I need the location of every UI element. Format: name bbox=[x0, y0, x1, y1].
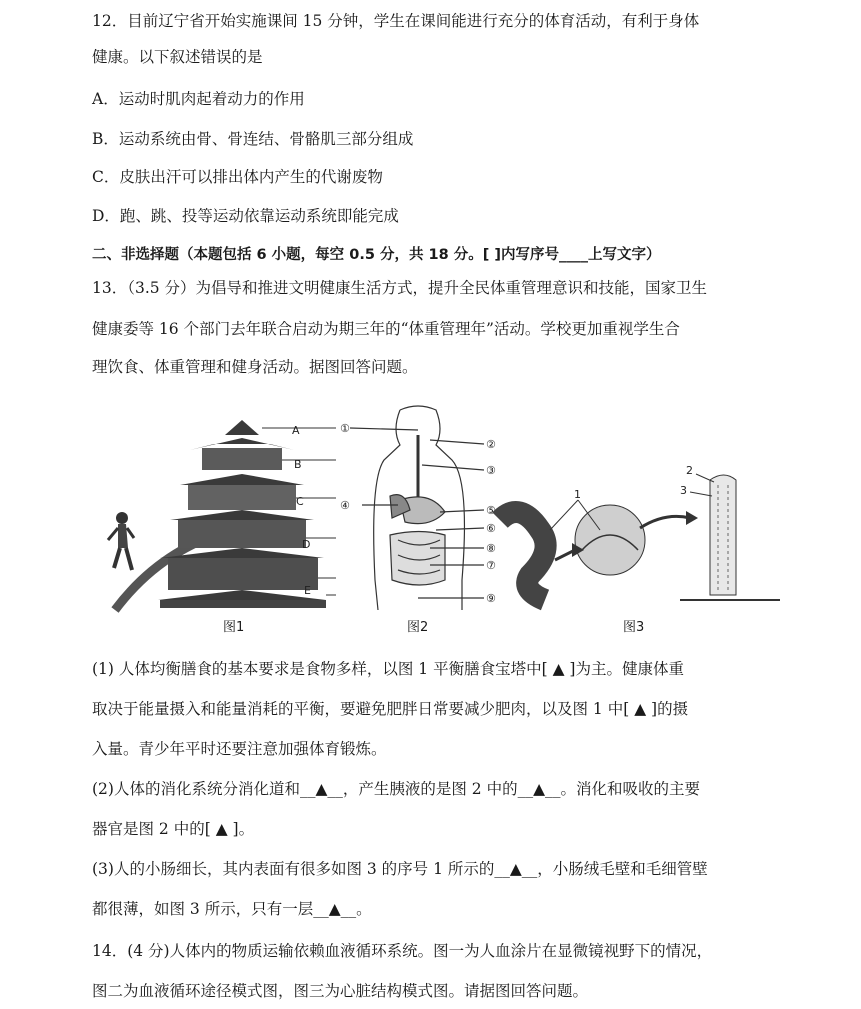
option-b: B．运动系统由骨、骨连结、骨骼肌三部分组成 bbox=[92, 130, 414, 148]
villus-label-3: 3 bbox=[680, 484, 687, 497]
subquestion-3-line-2: 都很薄，如图 3 所示，只有一层__▲__。 bbox=[92, 900, 372, 918]
organ-label-3: ③ bbox=[486, 464, 496, 477]
organ-label-4: ④ bbox=[340, 499, 350, 512]
question-14-line-2: 图二为血液循环途径模式图，图三为心脏结构模式图。请据图回答问题。 bbox=[92, 982, 589, 1000]
pyramid-label-b: B bbox=[294, 458, 302, 471]
organ-label-8: ⑧ bbox=[486, 542, 496, 555]
question-13-line-2: 健康委等 16 个部门去年联合启动为期三年的“体重管理年”活动。学校更加重视学生合 bbox=[92, 320, 680, 338]
question-14-line-1: 14．(4 分)人体内的物质运输依赖血液循环系统。图一为人血涂片在显微镜视野下的情况， bbox=[92, 942, 713, 960]
figure-2-caption: 图2 bbox=[407, 620, 429, 635]
question-13-line-1: 13．（3.5 分）为倡导和推进文明健康生活方式，提升全民体重管理意识和技能，国家卫生 bbox=[92, 279, 708, 297]
question-12-line-2: 健康。以下叙述错误的是 bbox=[92, 48, 263, 66]
option-d: D．跑、跳、投等运动依靠运动系统即能完成 bbox=[92, 207, 399, 225]
question-13-line-3: 理饮食、体重管理和健身活动。据图回答问题。 bbox=[92, 358, 418, 376]
organ-label-9: ⑨ bbox=[486, 592, 496, 605]
digestive-system-figure bbox=[350, 406, 484, 610]
option-a: A．运动时肌肉起着动力的作用 bbox=[92, 90, 305, 108]
figures-svg bbox=[100, 400, 780, 635]
food-pyramid-figure bbox=[108, 420, 336, 610]
runner-icon bbox=[108, 512, 134, 570]
villus-label-1: 1 bbox=[574, 488, 581, 501]
subquestion-3-line-1: (3)人的小肠细长，其内表面有很多如图 3 的序号 1 所示的__▲__，小肠绒毛壁和毛细管壁 bbox=[92, 860, 708, 878]
small-intestine-figure bbox=[500, 464, 780, 600]
pyramid-label-a: A bbox=[292, 424, 300, 437]
subquestion-2-line-2: 器官是图 2 中的[ ▲ ]。 bbox=[92, 820, 255, 838]
figure-1-caption: 图1 bbox=[223, 620, 245, 635]
pyramid-label-c: C bbox=[296, 495, 304, 508]
pyramid-label-e: E bbox=[304, 584, 311, 597]
option-c: C．皮肤出汗可以排出体内产生的代谢废物 bbox=[92, 168, 383, 186]
pyramid-label-d: D bbox=[302, 538, 311, 551]
organ-label-2: ② bbox=[486, 438, 496, 451]
figure-row bbox=[100, 400, 780, 635]
subquestion-2-line-1: (2)人体的消化系统分消化道和__▲__，产生胰液的是图 2 中的__▲__。消化和吸收的主要 bbox=[92, 780, 701, 798]
organ-label-5: ⑤ bbox=[486, 504, 496, 517]
subquestion-1-line-2: 取决于能量摄入和能量消耗的平衡，要避免肥胖日常要减少肥肉，以及图 1 中[ ▲ ]的摄 bbox=[92, 700, 689, 718]
organ-label-6: ⑥ bbox=[486, 522, 496, 535]
villus-label-2: 2 bbox=[686, 464, 693, 477]
section-heading: 二、非选择题（本题包括 6 小题，每空 0.5 分，共 18 分。[ ]内写序号____上写文字） bbox=[92, 247, 661, 263]
subquestion-1-line-1: (1) 人体均衡膳食的基本要求是食物多样，以图 1 平衡膳食宝塔中[ ▲ ]为主。健康体重 bbox=[92, 660, 684, 678]
organ-label-1: ① bbox=[340, 422, 350, 435]
organ-label-7: ⑦ bbox=[486, 559, 496, 572]
figure-3-caption: 图3 bbox=[623, 620, 645, 635]
question-12-line-1: 12．目前辽宁省开始实施课间 15 分钟，学生在课间能进行充分的体育活动，有利于身体 bbox=[92, 12, 700, 30]
subquestion-1-line-3: 入量。青少年平时还要注意加强体育锻炼。 bbox=[92, 740, 387, 758]
